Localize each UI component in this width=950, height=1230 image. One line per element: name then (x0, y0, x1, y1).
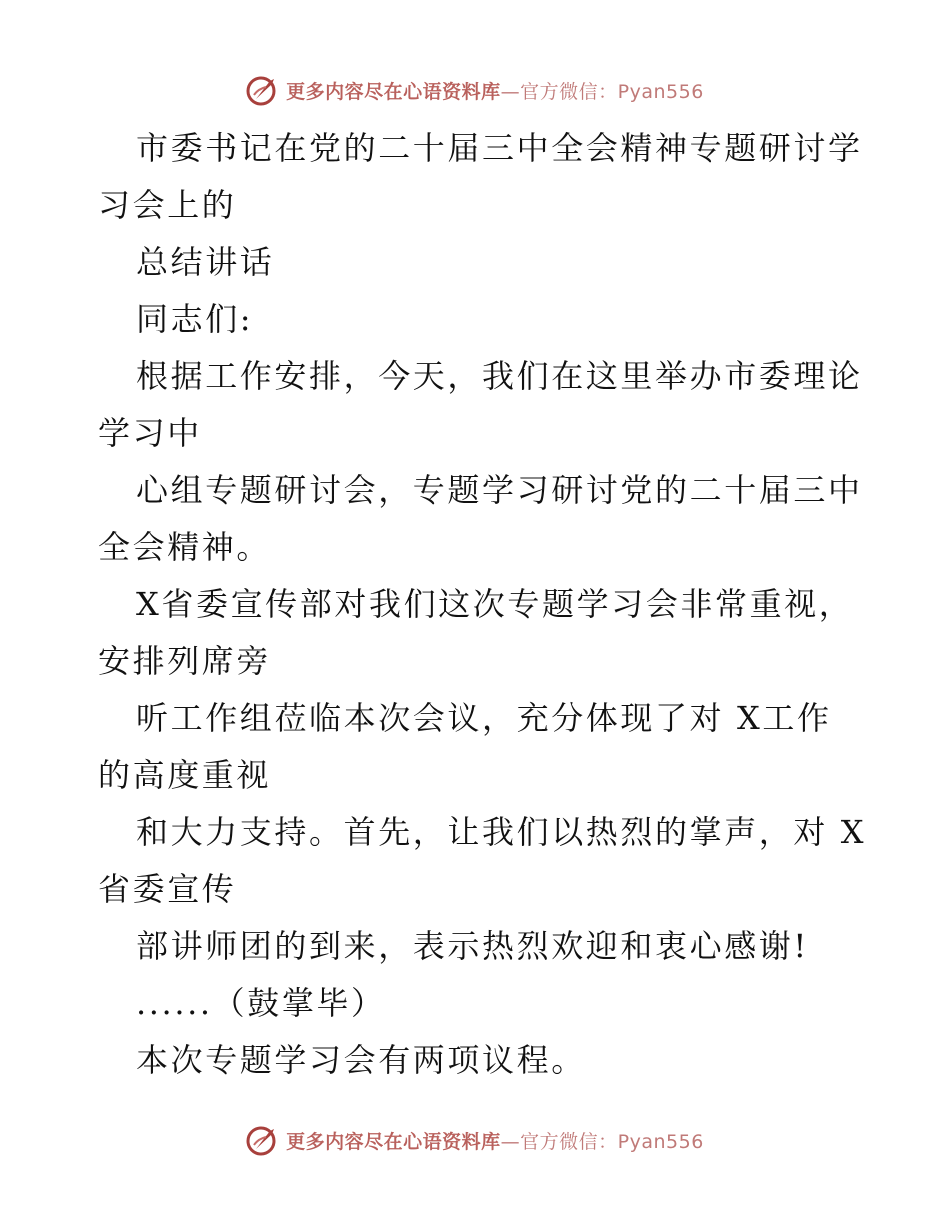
header-watermark (0, 70, 950, 110)
watermark-text: 更多内容尽在心语资料库—官方微信：Pyan556 (286, 1130, 704, 1153)
paragraph-line: 部讲师团的到来，表示热烈欢迎和衷心感谢! (136, 927, 809, 965)
salutation: 同志们: (136, 300, 254, 338)
paragraph-line: 本次专题学习会有两项议程。 (136, 1041, 586, 1079)
watermark-text: 更多内容尽在心语资料库—官方微信：Pyan556 (286, 80, 704, 103)
applause-note: ......（鼓掌毕） (136, 984, 386, 1022)
paragraph-line: 听工作组莅临本次会议，充分体现了对 X工作 (136, 699, 832, 737)
paragraph-line: X省委宣传部对我们这次专题学习会非常重视， (136, 585, 854, 623)
footer-watermark (0, 1120, 950, 1160)
paragraph-line: 全会精神。 (98, 528, 272, 566)
paragraph-line: 省委宣传 (98, 870, 237, 908)
paragraph-line: 心组专题研讨会，专题学习研讨党的二十届三中 (136, 471, 863, 509)
paragraph-line: 根据工作安排，今天，我们在这里举办市委理论 (136, 357, 863, 395)
subtitle-line: 总结讲话 (136, 243, 275, 281)
title-line-1: 市委书记在党的二十届三中全会精神专题研讨学 (136, 129, 863, 167)
quill-logo-icon (246, 73, 280, 107)
paragraph-line: 安排列席旁 (98, 642, 272, 680)
paragraph-line: 和大力支持。首先，让我们以热烈的掌声，对 X (136, 813, 867, 851)
quill-logo-icon (246, 1123, 280, 1157)
title-line-2: 习会上的 (98, 186, 237, 224)
paragraph-line: 的高度重视 (98, 756, 272, 794)
paragraph-line: 学习中 (98, 414, 202, 452)
